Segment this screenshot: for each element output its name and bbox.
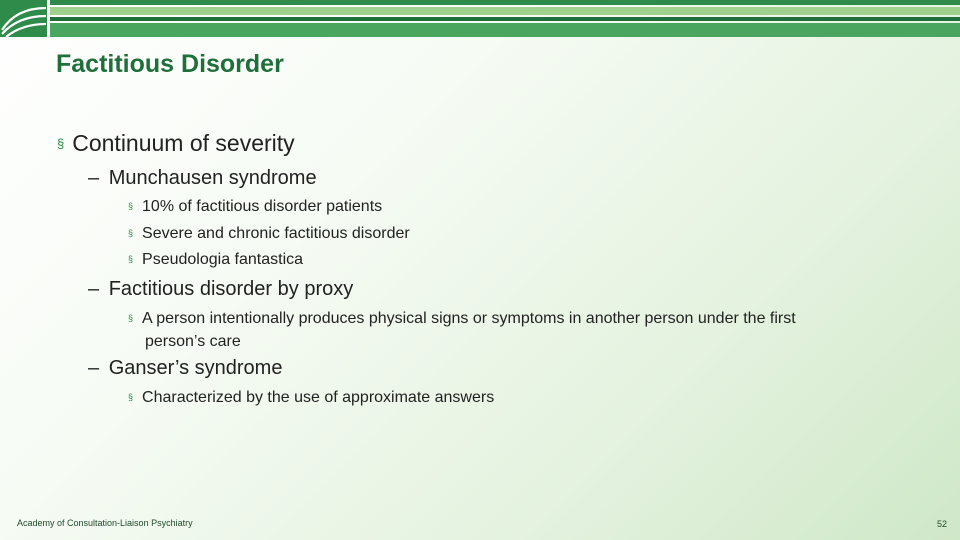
- page-number: 52: [936, 519, 947, 529]
- list-item-text: Pseudologia fantastica: [142, 251, 304, 268]
- bullet-marker: §: [128, 254, 134, 264]
- bullet-level1: [57, 130, 295, 157]
- section-heading-text: Ganser’s syndrome: [108, 357, 283, 379]
- list-item: [128, 249, 303, 272]
- list-item-continuation: person’s care: [145, 333, 241, 350]
- bullet-marker: §: [128, 201, 134, 211]
- section-heading: [88, 278, 353, 301]
- bullet-marker: §: [128, 228, 134, 238]
- section-heading: [88, 167, 317, 190]
- bullet-marker: §: [128, 392, 134, 402]
- slide-title: Factitious Disorder: [56, 50, 284, 78]
- bullet-marker: §: [57, 136, 65, 151]
- list-item-text: Characterized by the use of approximate answers: [142, 389, 495, 406]
- bullet-marker: §: [128, 313, 134, 323]
- dash-marker: –: [88, 357, 100, 379]
- list-item: [128, 196, 382, 219]
- list-item-text: Severe and chronic factitious disorder: [142, 225, 410, 242]
- list-item: [128, 387, 494, 410]
- footer-organization: Academy of Consultation-Liaison Psychiatry: [17, 518, 193, 528]
- section-heading: [88, 357, 282, 380]
- dash-marker: –: [88, 278, 100, 300]
- list-item: [128, 223, 410, 246]
- bullet-text: Continuum of severity: [72, 130, 295, 156]
- dash-marker: –: [88, 167, 100, 189]
- list-item-text: A person intentionally produces physical signs or symptoms in another person under the first: [142, 310, 796, 327]
- section-heading-text: Factitious disorder by proxy: [108, 278, 354, 300]
- list-item: [128, 308, 796, 353]
- section-heading-text: Munchausen syndrome: [108, 167, 317, 189]
- list-item-text: 10% of factitious disorder patients: [142, 198, 383, 215]
